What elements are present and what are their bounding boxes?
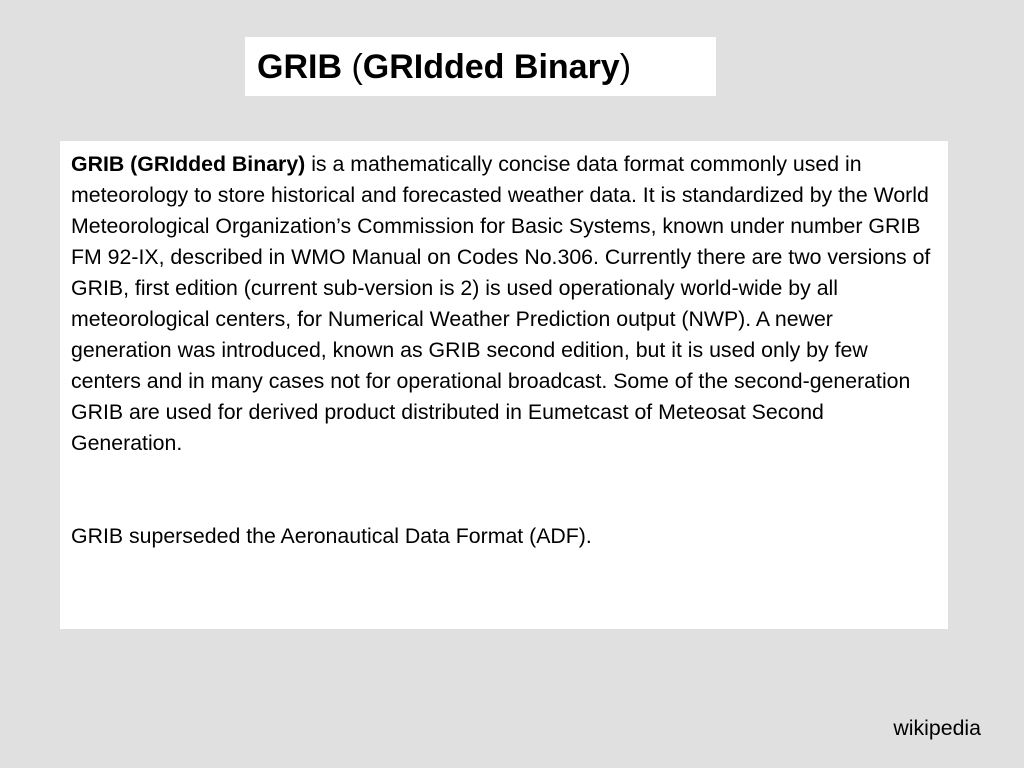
title-close-paren: ) <box>619 48 632 86</box>
slide-body <box>60 141 948 629</box>
source-credit: wikipedia <box>893 716 981 740</box>
title-open-paren: ( <box>342 48 363 86</box>
body-paragraph-1-text: is a mathematically concise data format commonly used in meteorology to store historical and forecasted weather data. It is standardized by the World Meteorological Organization’s Commission for Basic Systems, known under number GRIB FM 92-IX, described in WMO Manual on Codes No.306. Currently there are two versions of GRIB, first edition (current sub-version is 2) is used operationaly world-wide by all meteorological centers, for Numerical Weather Prediction output (NWP). A newer generation was introduced, known as GRIB second edition, but it is used only by few centers and in many cases not for operational broadcast. Some of the second-generation GRIB are used for derived product distributed in Eumetcast of Meteosat Second Generation. <box>71 152 931 455</box>
body-lead-term: GRIB (GRIdded Binary) <box>71 152 306 176</box>
body-paragraph-1 <box>71 149 938 459</box>
body-paragraph-2: GRIB superseded the Aeronautical Data Format (ADF). <box>71 524 592 548</box>
slide-title <box>245 37 716 96</box>
title-gridded-binary: GRIdded Binary <box>362 48 620 86</box>
title-grib: GRIB <box>257 48 342 86</box>
